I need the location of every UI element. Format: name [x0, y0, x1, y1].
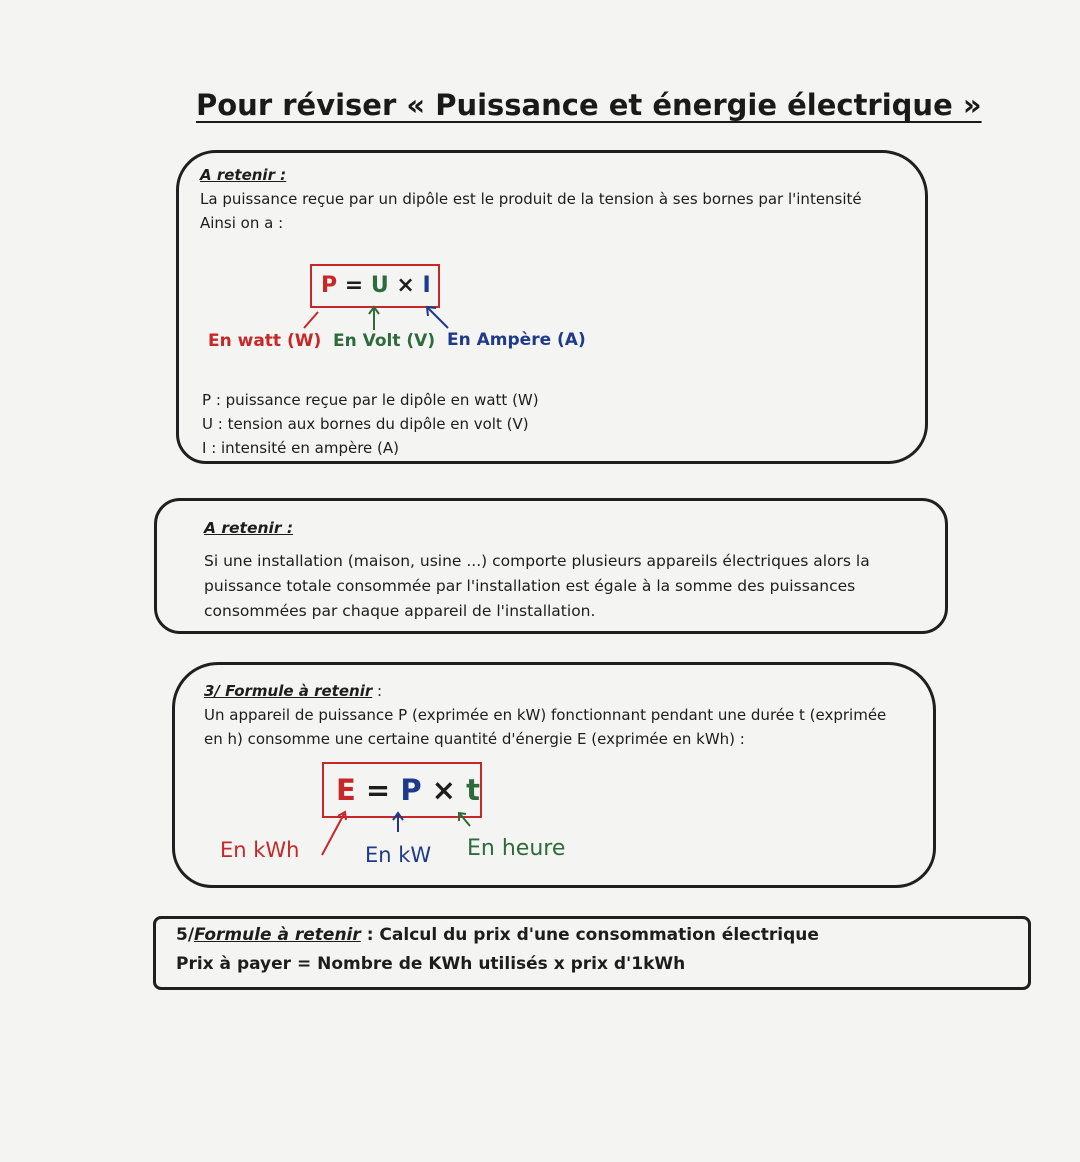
price-heading: Formule à retenir [194, 925, 361, 945]
formula-equals: = [337, 273, 371, 298]
formula-equals: = [355, 773, 401, 807]
unit-heure: En heure [467, 836, 566, 861]
definition-item: I : intensité en ampère (A) [202, 439, 400, 457]
definition-item: P : puissance reçue par le dipôle en watt (W) [202, 391, 539, 409]
formula-times: × [388, 273, 423, 298]
formula-t: t [466, 773, 480, 807]
arrow-kwh [322, 814, 344, 855]
energy-text: en h) consomme une certaine quantité d'énergie E (exprimée en kWh) : [204, 730, 745, 748]
total-power-text: consommées par chaque appareil de l'installation. [204, 602, 596, 620]
unit-kwh: En kWh [220, 838, 300, 862]
formula-u: U [370, 273, 389, 298]
energy-heading-colon: : [372, 682, 383, 700]
arrow-heure [460, 814, 470, 826]
unit-volt: En Volt (V) [333, 331, 436, 351]
energy-card-heading: 3/ Formule à retenir [204, 682, 373, 700]
power-card-heading: A retenir : [200, 166, 287, 184]
definition-item: U : tension aux bornes du dipôle en volt (V) [202, 415, 529, 433]
total-power-heading: A retenir : [204, 519, 294, 537]
unit-kw: En kW [365, 843, 432, 867]
formula-p: P [400, 773, 422, 807]
arrow-ampere [428, 308, 448, 328]
page-title: Pour réviser « Puissance et énergie électrique » [196, 88, 982, 122]
formula-e: E [336, 773, 356, 807]
energy-text: Un appareil de puissance P (exprimée en kW) fonctionnant pendant une durée t (exprimée [204, 706, 887, 724]
unit-ampere: En Ampère (A) [447, 330, 586, 350]
price-heading-prefix: 5/ [176, 925, 195, 945]
arrow-watt [304, 312, 318, 328]
formula-times: × [421, 773, 467, 807]
price-heading-rest: : Calcul du prix d'une consommation électrique [360, 925, 819, 945]
power-definition: La puissance reçue par un dipôle est le produit de la tension à ses bornes par l'intensité [200, 190, 862, 208]
price-formula: Prix à payer = Nombre de KWh utilisés x prix d'1kWh [176, 954, 686, 974]
formula-p: P [321, 273, 338, 298]
power-intro: Ainsi on a : [200, 214, 284, 232]
total-power-text: puissance totale consommée par l'installation est égale à la somme des puissances [204, 577, 856, 595]
unit-watt: En watt (W) [208, 331, 322, 351]
total-power-text: Si une installation (maison, usine ...) comporte plusieurs appareils électriques alors la [204, 552, 870, 570]
formula-i: I [422, 273, 431, 298]
